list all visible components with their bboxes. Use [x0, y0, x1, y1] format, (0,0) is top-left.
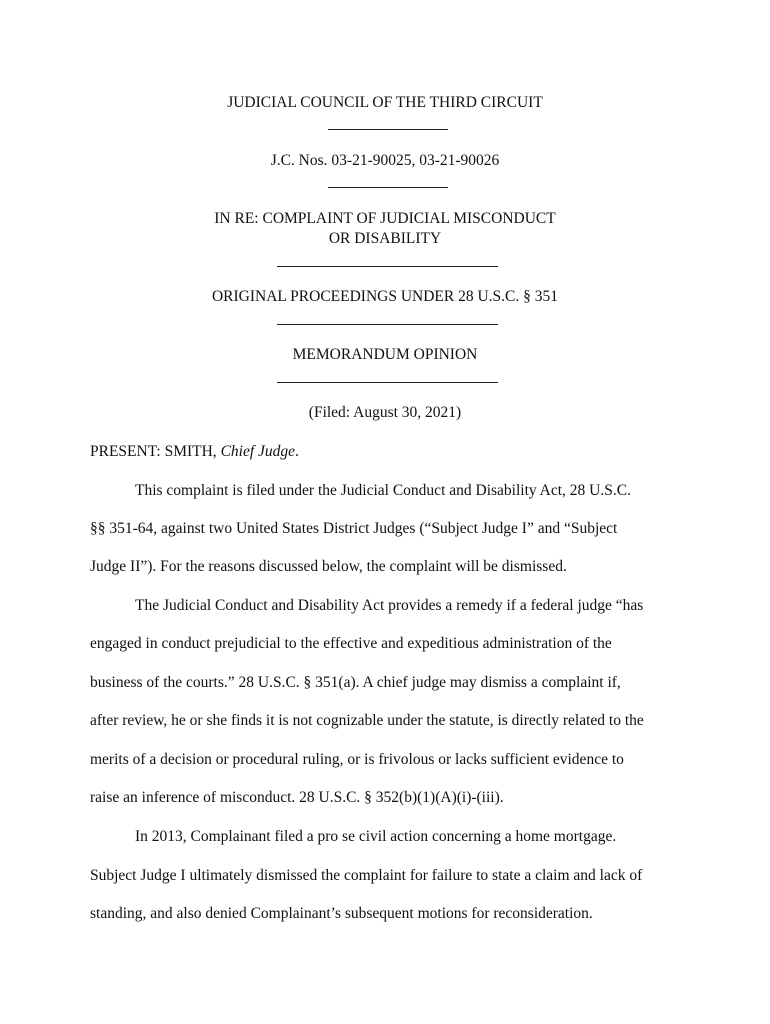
- present-suffix: .: [295, 443, 299, 460]
- in-re-line-2: OR DISABILITY: [328, 230, 442, 247]
- divider: [277, 382, 498, 383]
- proceedings-line: ORIGINAL PROCEEDINGS UNDER 28 U.S.C. § 351: [211, 288, 559, 305]
- present-title: Chief Judge: [220, 443, 296, 460]
- divider: [328, 187, 448, 188]
- body-line: §§ 351-64, against two United States District Judges (“Subject Judge I” and “Subject: [90, 520, 618, 537]
- council-title: JUDICIAL COUNCIL OF THE THIRD CIRCUIT: [227, 94, 543, 111]
- body-line: Judge II”). For the reasons discussed below, the complaint will be dismissed.: [90, 558, 567, 575]
- body-line: This complaint is filed under the Judicial Conduct and Disability Act, 28 U.S.C.: [135, 482, 631, 499]
- body-line: standing, and also denied Complainant’s subsequent motions for reconsideration.: [90, 905, 593, 922]
- case-numbers: J.C. Nos. 03-21-90025, 03-21-90026: [270, 152, 500, 169]
- body-line: engaged in conduct prejudicial to the effective and expeditious administration of the: [90, 635, 612, 652]
- present-prefix: PRESENT: SMITH,: [90, 443, 221, 460]
- body-line: after review, he or she finds it is not cognizable under the statute, is directly related to the: [90, 712, 644, 729]
- body-line: business of the courts.” 28 U.S.C. § 351(a). A chief judge may dismiss a complaint if,: [90, 674, 621, 691]
- in-re-line-1: IN RE: COMPLAINT OF JUDICIAL MISCONDUCT: [214, 210, 556, 227]
- body-line: merits of a decision or procedural ruling, or is frivolous or lacks sufficient evidence to: [90, 751, 624, 768]
- divider: [328, 129, 448, 130]
- body-line: The Judicial Conduct and Disability Act provides a remedy if a federal judge “has: [135, 597, 644, 614]
- opinion-type: MEMORANDUM OPINION: [292, 346, 478, 363]
- filed-date: (Filed: August 30, 2021): [308, 404, 462, 421]
- present-line: [90, 442, 299, 462]
- body-line: raise an inference of misconduct. 28 U.S.C. § 352(b)(1)(A)(i)-(iii).: [90, 789, 504, 806]
- body-line: Subject Judge I ultimately dismissed the complaint for failure to state a claim and lack of: [90, 867, 643, 884]
- body-line: In 2013, Complainant filed a pro se civil action concerning a home mortgage.: [135, 828, 617, 845]
- divider: [277, 266, 498, 267]
- divider: [277, 324, 498, 325]
